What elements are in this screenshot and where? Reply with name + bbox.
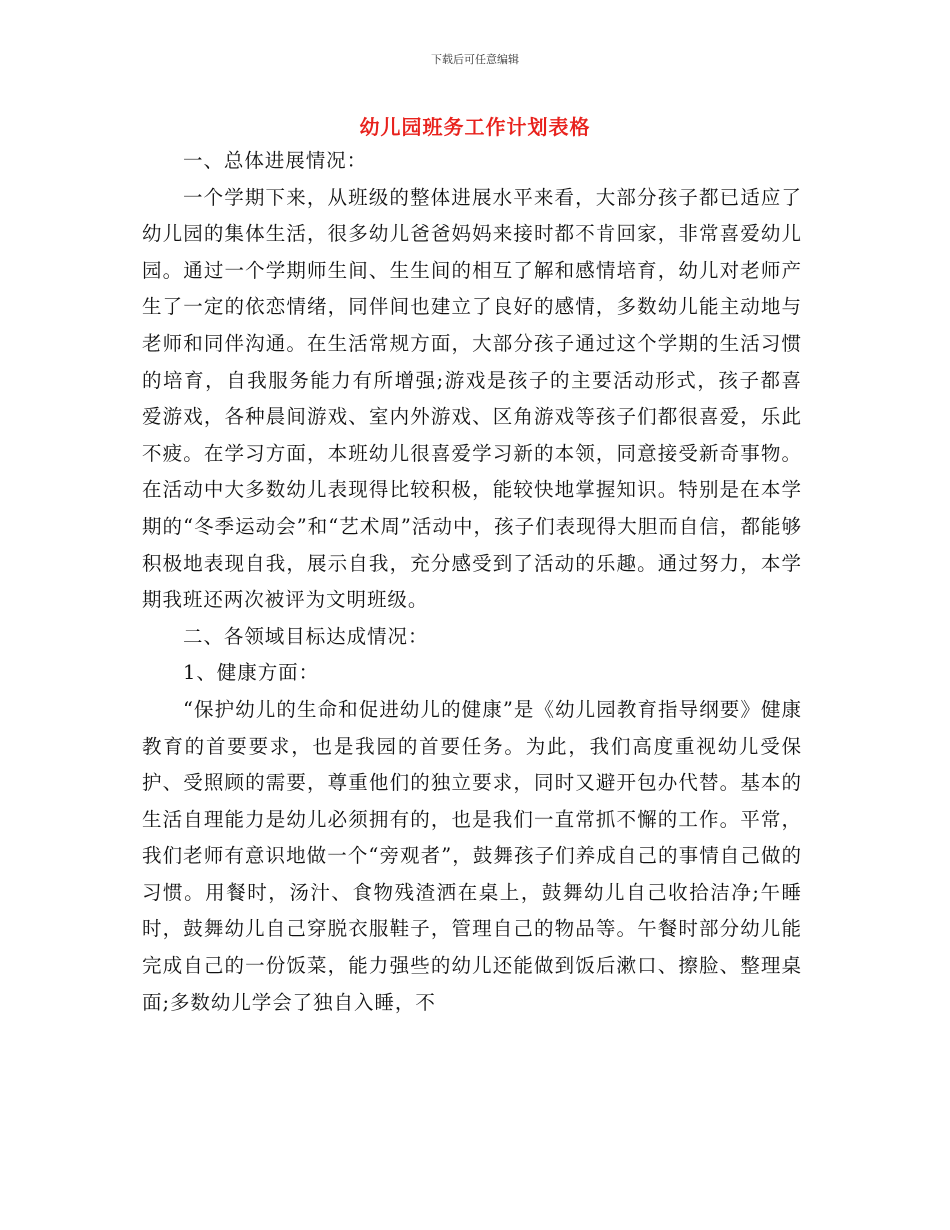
- subsection-heading-health: 1、健康方面：: [183, 661, 320, 685]
- header-note: 下载后可任意编辑: [431, 53, 519, 66]
- document-body: [142, 143, 802, 1021]
- paragraph-health: “保护幼儿的生命和促进幼儿的健康”是《幼儿园教育指导纲要》健康教育的首要要求，也是我园的首要任务。为此，我们高度重视幼儿受保护、受照顾的需要，尊重他们的独立要求，同时又避开包办代替。基本的生活自理能力是幼儿必须拥有的，也是我们一直常抓不懈的工作。平常，我们老师有意识地做一个“旁观者”，鼓舞孩子们养成自己的事情自己做的习惯。用餐时，汤汁、食物残渣洒在桌上，鼓舞幼儿自己收拾洁净;午睡时，鼓舞幼儿自己穿脱衣服鞋子，管理自己的物品等。午餐时部分幼儿能完成自己的一份饭菜，能力强些的幼儿还能做到饭后漱口、擦脸、整理桌面;多数幼儿学会了独自入睡，不: [142, 697, 802, 1014]
- document-title: 幼儿园班务工作计划表格: [359, 115, 591, 139]
- section-heading-1: 一、总体进展情况：: [183, 149, 368, 172]
- paragraph-overall-progress: 一个学期下来，从班级的整体进展水平来看，大部分孩子都已适应了幼儿园的集体生活，很多幼儿爸爸妈妈来接时都不肯回家，非常喜爱幼儿园。通过一个学期师生间、生生间的相互了解和感情培育，幼儿对老师产生了一定的依恋情绪，同伴间也建立了良好的感情，多数幼儿能主动地与老师和同伴沟通。在生活常规方面，大部分孩子通过这个学期的生活习惯的培育，自我服务能力有所增强;游戏是孩子的主要活动形式，孩子都喜爱游戏，各种晨间游戏、室内外游戏、区角游戏等孩子们都很喜爱，乐此不疲。在学习方面，本班幼儿很喜爱学习新的本领，同意接受新奇事物。在活动中大多数幼儿表现得比较积极，能较快地掌握知识。特别是在本学期的“冬季运动会”和“艺术周”活动中，孩子们表现得大胆而自信，都能够积极地表现自我，展示自我，充分感受到了活动的乐趣。通过努力，本学期我班还两次被评为文明班级。: [142, 185, 802, 612]
- section-heading-2: 二、各领域目标达成情况：: [183, 624, 429, 648]
